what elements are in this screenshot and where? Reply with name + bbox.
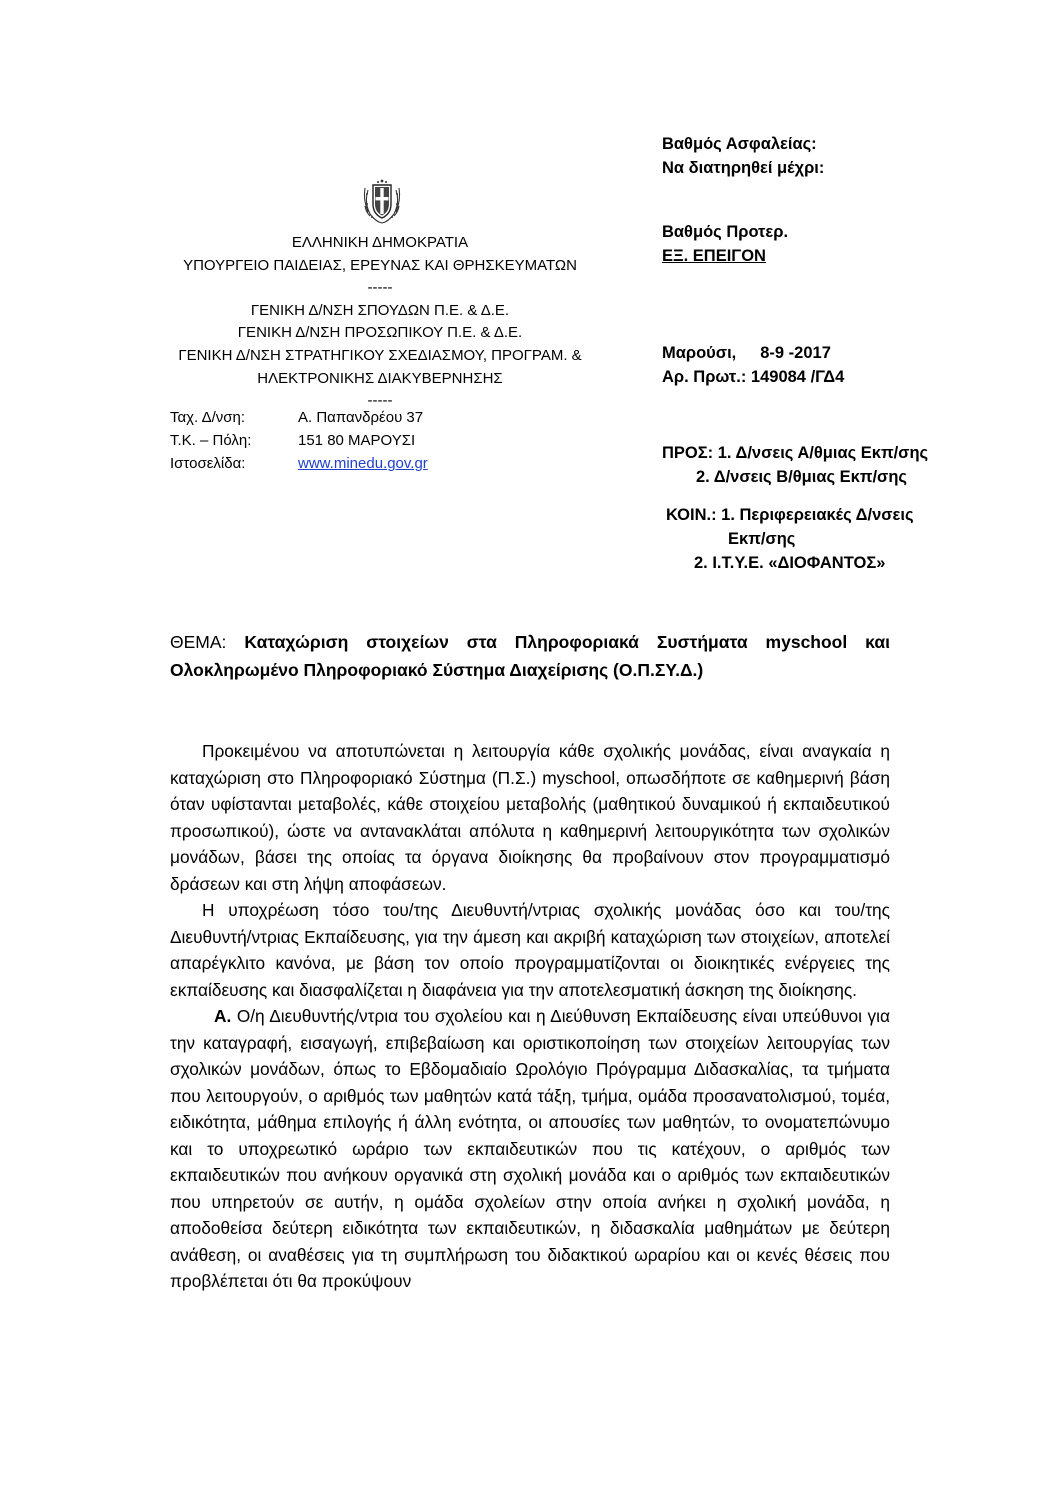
subject-text: Καταχώριση στοιχείων στα Πληροφοριακά Συστήματα myschool και Ολοκληρωμένο Πληροφοριακό Σύστημα Διαχείρισης (Ο.Π.ΣΥ.Δ.) [170, 632, 890, 680]
body-paragraph-a [170, 1003, 890, 1295]
postcode-value: 151 80 ΜΑΡΟΥΣΙ [298, 432, 416, 449]
date: 8-9 -2017 [760, 344, 831, 362]
website-link[interactable]: www.minedu.gov.gr [298, 455, 428, 472]
place: Μαρούσι, [662, 344, 737, 362]
priority-grade-label: Βαθμός Προτερ. [662, 223, 789, 241]
protocol-number: Αρ. Πρωτ.: 149084 /ΓΔ4 [662, 368, 845, 386]
website-label: Ιστοσελίδα: [170, 455, 246, 472]
body-paragraph: Προκειμένου να αποτυπώνεται η λειτουργία κάθε σχολικής μονάδας, είναι αναγκαία η καταχώριση στο Πληροφοριακό Σύστημα (Π.Σ.) myschool, οπωσδήποτε σε καθημερινή βάση όταν υφίστανται μεταβολές, κάθε στοιχείου μεταβολής (μαθητικού δυναμικού ή εκπαιδευτικού προσωπικού), ώστε να αντανακλάται απόλυτα η καθημερινή λειτουργικότητα των σχολικών μονάδων, βάσει της οποίας τα όργανα διοίκησης θα προβαίνουν στον προγραμματισμό δράσεων και στη λήψη αποφάσεων. [170, 741, 890, 894]
subject-line: ΘΕΜΑ: Καταχώριση στοιχείων στα Πληροφοριακά Συστήματα myschool και Ολοκληρωμένο Πληροφοριακό Σύστημα Διαχείρισης (Ο.Π.ΣΥ.Δ.) [170, 632, 890, 680]
to-recipient: 1. Δ/νσεις Α/θμιας Εκπ/σης [717, 444, 929, 462]
keep-until-label: Να διατηρηθεί μέχρι: [662, 159, 825, 177]
section-marker: Α. [214, 1006, 232, 1026]
security-block [662, 132, 824, 180]
letter-body [170, 738, 890, 1295]
to-label: ΠΡΟΣ: [662, 444, 714, 462]
priority-value: ΕΞ. ΕΠΕΙΓΟΝ [662, 247, 766, 265]
priority-block [662, 220, 788, 268]
date-block [662, 341, 844, 389]
subject-label: ΘΕΜΑ [170, 632, 222, 652]
recipients-to [662, 441, 928, 489]
cc-recipient: 1. Περιφερειακές Δ/νσεις [721, 506, 914, 524]
issuer-line: ----- [367, 392, 393, 410]
security-grade-label: Βαθμός Ασφαλείας: [662, 135, 817, 153]
body-paragraph: Η υποχρέωση τόσο του/της Διευθυντή/ντριας σχολικής μονάδας όσο και του/της Διευθυντή/ντριας Εκπαίδευσης, για την άμεση και ακριβή καταχώριση των στοιχείων, αποτελεί απαρέγκλιτο κανόνα, με βάση τον οποίο προγραμματίζονται οι διοικητικές ενέργειες της εκπαίδευσης και διασφαλίζεται η διαφάνεια για την αποτελεσματική άσκηση της διοίκησης. [170, 900, 890, 1000]
issuer-line: ----- [367, 279, 393, 297]
issuer-line: ΓΕΝΙΚΗ Δ/ΝΣΗ ΣΠΟΥΔΩΝ Π.Ε. & Δ.Ε. [250, 301, 510, 319]
issuer-line: ΥΠΟΥΡΓΕΙΟ ΠΑΙΔΕΙΑΣ, ΕΡΕΥΝΑΣ ΚΑΙ ΘΡΗΣΚΕΥΜΑΤΩΝ [183, 256, 577, 274]
recipients-cc [666, 503, 914, 575]
body-paragraph-text: Ο/η Διευθυντής/ντρια του σχολείου και η Διεύθυνση Εκπαίδευσης είναι υπεύθυνοι για την καταγραφή, εισαγωγή, επιβεβαίωση και οριστικοποίηση των στοιχείων λειτουργίας των σχολικών μονάδων, όπως το Εβδομαδιαίο Ωρολόγιο Πρόγραμμα Διδασκαλίας, τα τμήματα που λειτουργούν, ο αριθμός των μαθητών κατά τάξη, τμήμα, ομάδα προσανατολισμού, τομέα, ειδικότητα, μάθημα επιλογής ή άλλη ενότητα, οι απουσίες των μαθητών, το ονοματεπώνυμο και το υποχρεωτικό ωράριο των εκπαιδευτικών που τις κατέχουν, ο αριθμός των εκπαιδευτικών που ανήκουν οργανικά στη σχολική μονάδα και ο αριθμός των εκπαιδευτικών που υπηρετούν σε αυτήν, η ομάδα σχολείων στην οποία ανήκει η σχολική μονάδα, η αποδοθείσα δεύτερη ειδικότητα των εκπαιδευτικών, η διδασκαλία μαθημάτων με δεύτερη ανάθεση, οι αναθέσεις για τη συμπλήρωση του διδακτικού ωραρίου και οι κενές θέσεις που προβλέπεται ότι θα προκύψουν [170, 1006, 890, 1291]
to-recipient: 2. Δ/νσεις Β/θμιας Εκπ/σης [696, 468, 907, 486]
cc-recipient-cont: Εκπ/σης [728, 530, 796, 548]
issuer-line: ΗΛΕΚΤΡΟΝΙΚΗΣ ΔΙΑΚΥΒΕΡΝΗΣΗΣ [257, 369, 503, 387]
address-label: Ταχ. Δ/νση: [170, 409, 246, 426]
greek-emblem-icon [360, 176, 404, 226]
issuer-line: ΓΕΝΙΚΗ Δ/ΝΣΗ ΣΤΡΑΤΗΓΙΚΟΥ ΣΧΕΔΙΑΣΜΟΥ, ΠΡΟΓΡΑΜ. & [178, 346, 582, 364]
address-value: Α. Παπανδρέου 37 [298, 409, 424, 426]
cc-label: ΚΟΙΝ.: [666, 506, 717, 524]
issuer-line: ΓΕΝΙΚΗ Δ/ΝΣΗ ΠΡΟΣΩΠΙΚΟΥ Π.Ε. & Δ.Ε. [237, 324, 523, 342]
issuer-header [170, 232, 590, 413]
issuer-line: ΕΛΛΗΝΙΚΗ ΔΗΜΟΚΡΑΤΙΑ [291, 234, 469, 251]
cc-recipient: 2. Ι.Τ.Υ.Ε. «ΔΙΟΦΑΝΤΟΣ» [694, 554, 886, 572]
postcode-label: Τ.Κ. – Πόλη: [170, 432, 252, 449]
